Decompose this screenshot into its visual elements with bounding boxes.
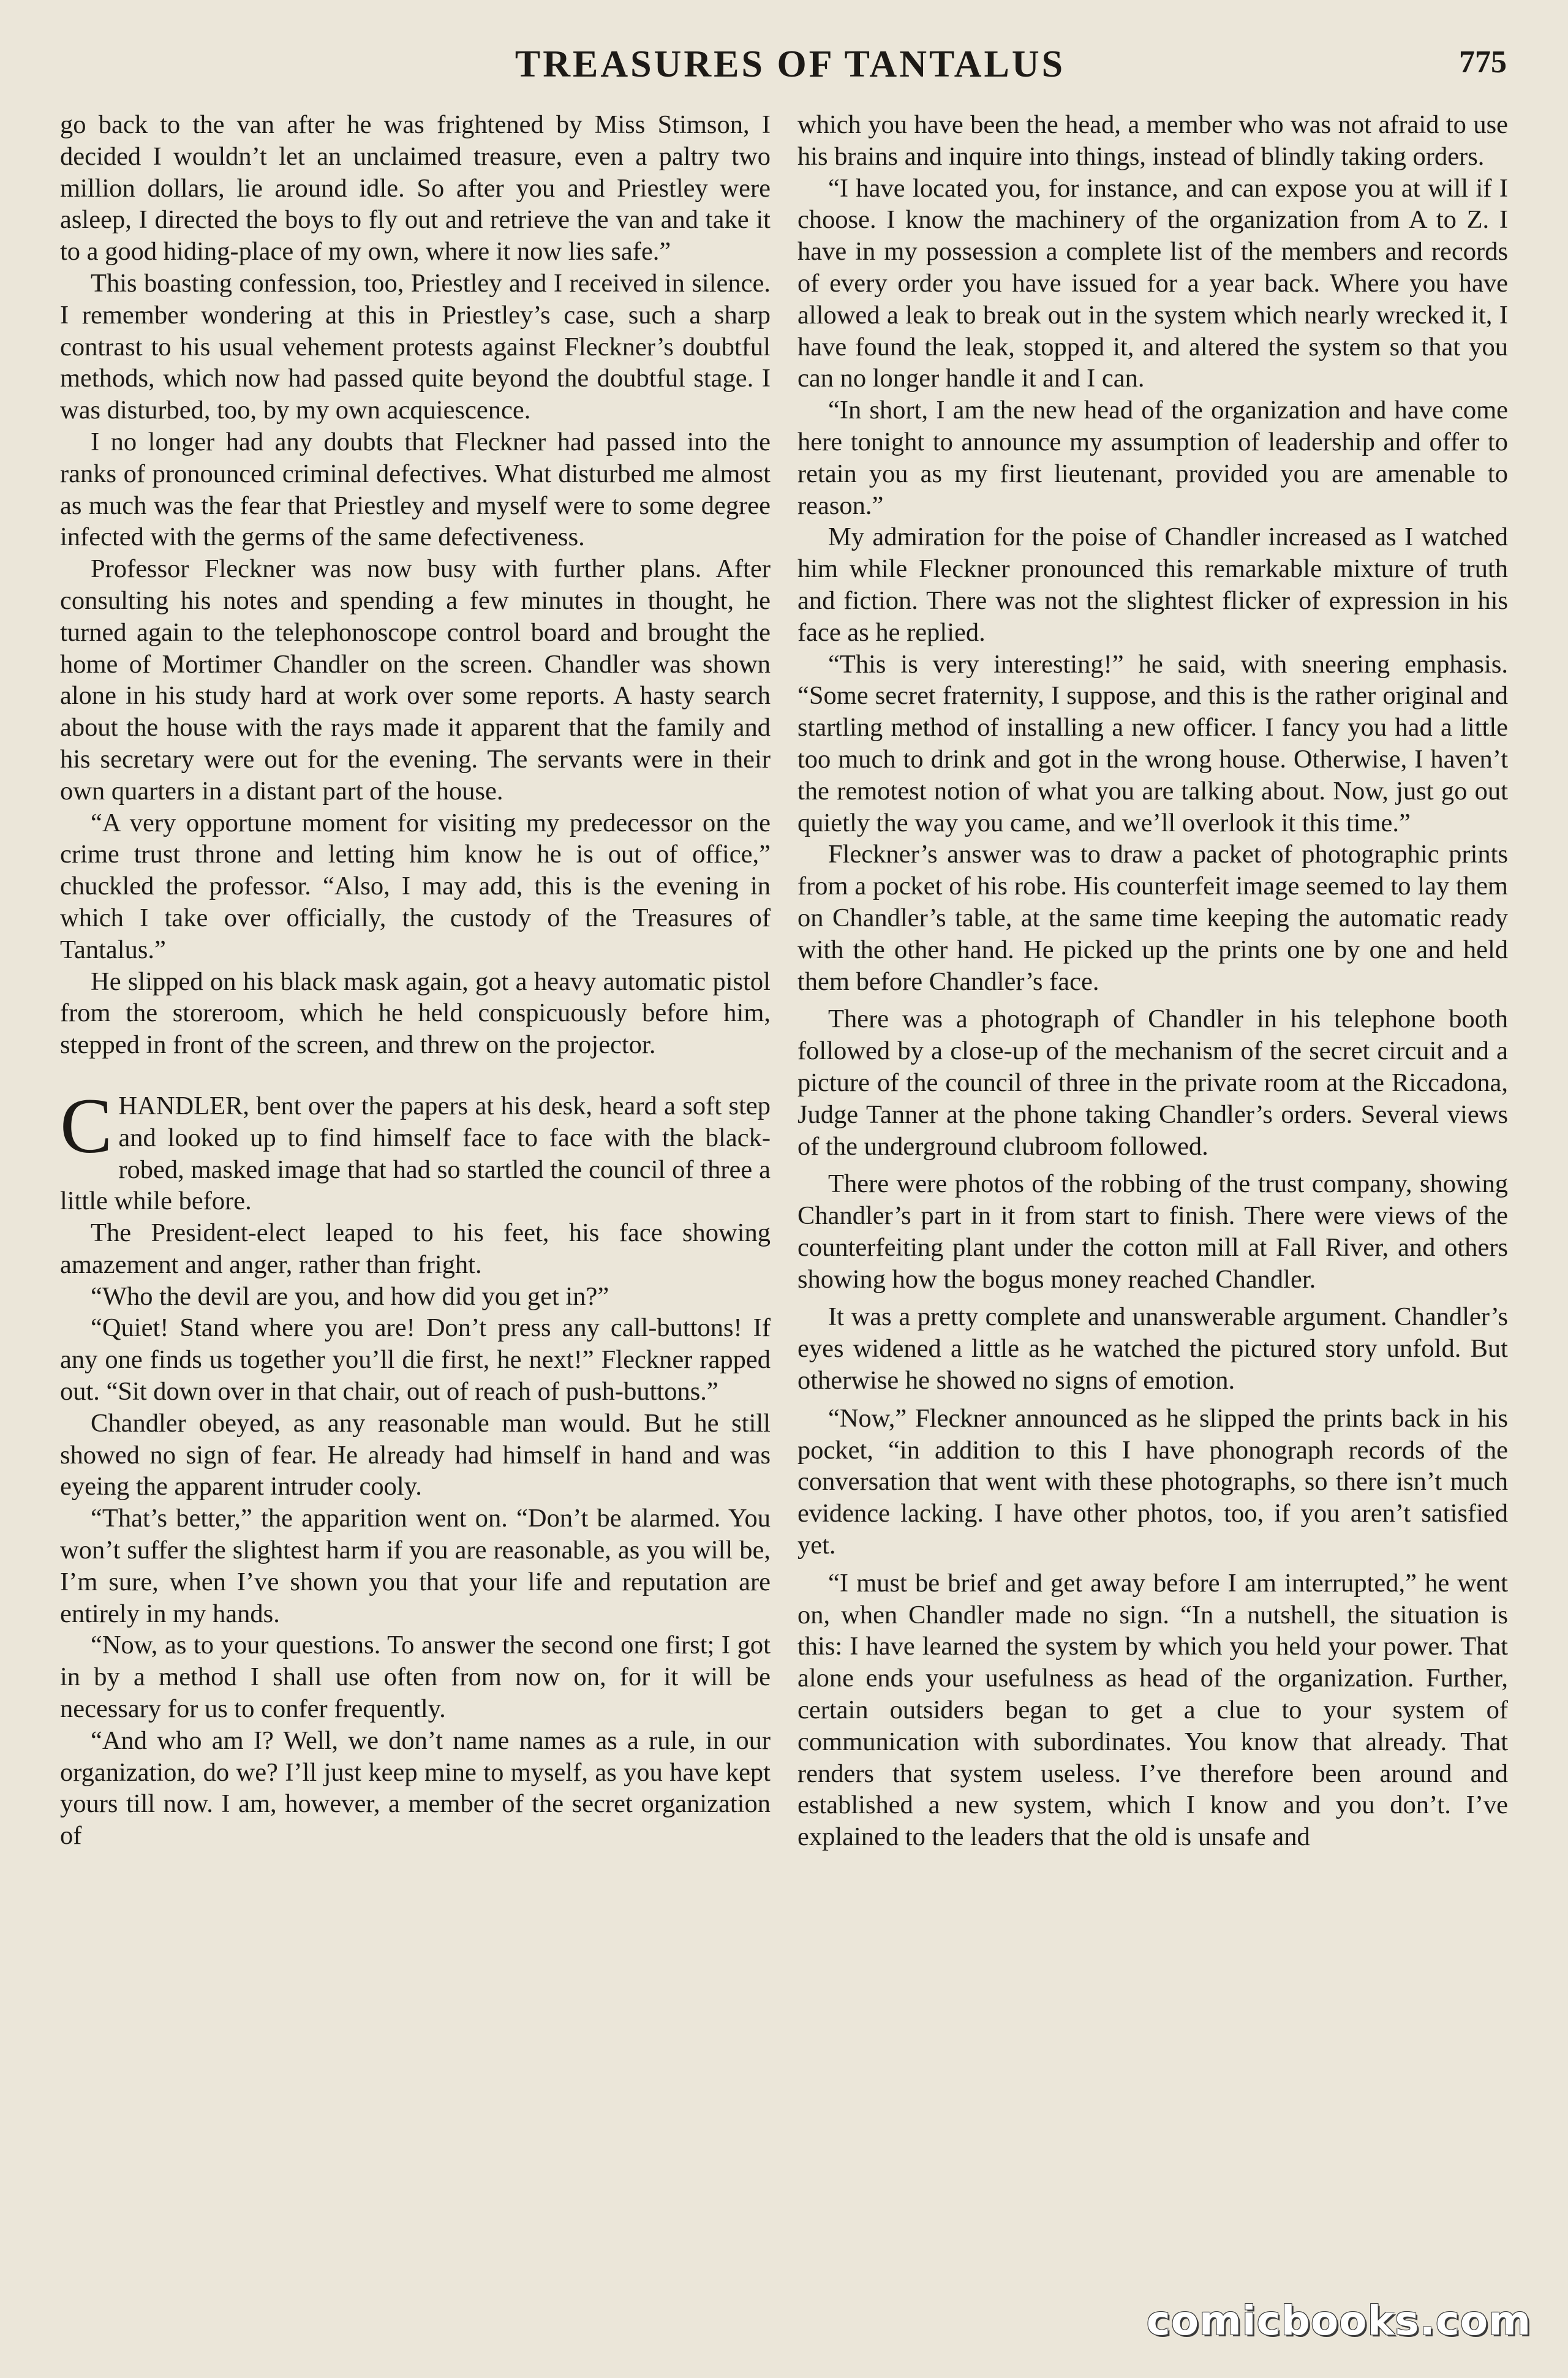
paragraph: “Quiet! Stand where you are! Don’t press any call-buttons! If any one finds us together you’ll die first, he next!” Fleckner rapped out. “Sit down over in that chair, out of reach of push-buttons.” [60,1313,771,1406]
page-number: 775 [1459,45,1507,80]
paragraph: There was a photograph of Chandler in his telephone booth followed by a close-up of the mechanism of the secret circuit and a picture of the council of three in the private room at the Riccadona, Judge Tanner at the phone taking Chandler’s orders. Several views of the underground clubroom followed. [797,1005,1508,1161]
paragraph: “In short, I am the new head of the organization and have come here tonight to announce my assumption of leadership and offer to retain you as my first lieutenant, provided you are amenable to reason.” [797,396,1508,520]
paragraph: “Now,” Fleckner announced as he slipped the prints back in his pocket, “in addition to this I have phonograph records of the conversation that went with these photographs, so there isn’t much evidence lacking. I have other photos, too, if you aren’t satisfied yet. [797,1403,1508,1560]
paragraph: He slipped on his black mask again, got a heavy automatic pistol from the storeroom, which he held conspicuously before him, stepped in front of the screen, and threw on the projector. [60,967,771,1060]
drop-cap: C [60,1082,113,1169]
paragraph: which you have been the head, a member who was not afraid to use his brains and inquire into things, instead of blindly taking orders. [797,110,1508,171]
running-head [55,43,1525,98]
paragraph: Chandler obeyed, as any reasonable man would. But he still showed no sign of fear. He already had himself in hand and was eyeing the apparent intruder cooly. [60,1408,771,1501]
paragraph: “This is very interesting!” he said, with sneering emphasis. “Some secret fraternity, I suppose, and this is the rather original and startling method of installing a new officer. I fancy you had a little too much to drink and got in the wrong house. Otherwise, I haven’t the remotest notion of what you are talking about. Now, just go out quietly the way you came, and we’ll overlook it this time.” [797,649,1508,837]
section-opening-paragraph [60,1082,771,1217]
watermark: comicbooks.com [1146,2297,1531,2344]
paragraph: Professor Fleckner was now busy with further plans. After consulting his notes and spending a few minutes in thought, he turned again to the telephonoscope control board and brought the home of Mortimer Chandler on the screen. Chandler was shown alone in his study hard at work over some reports. A hasty search about the house with the rays made it apparent that the family and his secretary were out for the evening. The servants were in their own quarters in a distant part of the house. [60,554,771,806]
paragraph: go back to the van after he was frightened by Miss Stimson, I decided I wouldn’t let an unclaimed treasure, even a paltry two million dollars, lie around idle. So after you and Priestley were asleep, I directed the boys to fly out and retrieve the van and take it to a good hiding-place of my own, where it now lies safe.” [60,110,771,266]
paragraph: The President-elect leaped to his feet, his face showing amazement and anger, rather than fright. [60,1218,771,1279]
paragraph-text: HANDLER, bent over the papers at his desk, heard a soft step and looked up to find himself face to face with the black-robed, masked image that had so startled the council of three a little while before. [60,1091,771,1216]
paragraph: This boasting confession, too, Priestley and I received in silence. I remember wondering at this in Priestley’s case, such a sharp contrast to his usual vehement protests against Fleckner’s doubtful methods, which now had passed quite beyond the doubtful stage. I was disturbed, too, by my own acquiescence. [60,268,771,425]
left-column [60,109,771,1852]
paragraph: “A very opportune moment for visiting my predecessor on the crime trust throne and letting him know he is out of office,” chuckled the professor. “Also, I may add, this is the evening in which I take over officially, the custody of the Treasures of Tantalus.” [60,808,771,964]
paragraph: It was a pretty complete and unanswerable argument. Chandler’s eyes widened a little as he watched the pictured story unfold. But otherwise he showed no signs of emotion. [797,1302,1508,1395]
paragraph: “Who the devil are you, and how did you get in?” [91,1281,609,1311]
paragraph: I no longer had any doubts that Fleckner had passed into the ranks of pronounced criminal defectives. What disturbed me almost as much was the fear that Priestley and myself were to some degree infected with the germs of the same defectiveness. [60,427,771,552]
running-title: TREASURES OF TANTALUS [514,43,1066,85]
paragraph: “That’s better,” the apparition went on. “Don’t be alarmed. You won’t suffer the slightest harm if you are reasonable, as you will be, I’m sure, when I’ve shown you that your life and reputation are entirely in my hands. [60,1504,771,1628]
paragraph: Fleckner’s answer was to draw a packet of photographic prints from a pocket of his robe. His counterfeit image seemed to lay them on Chandler’s table, at the same time keeping the automatic ready with the other hand. He picked up the prints one by one and held them before Chandler’s face. [797,840,1508,996]
paragraph: “I have located you, for instance, and can expose you at will if I choose. I know the machinery of the organization from A to Z. I have in my possession a complete list of the members and records of every order you have issued for a year back. Where you have allowed a leak to break out in the system which nearly wrecked it, I have found the leak, stopped it, and altered the system so that you can no longer handle it and I can. [797,173,1508,393]
paragraph: My admiration for the poise of Chandler increased as I watched him while Fleckner pronounced this remarkable mixture of truth and fiction. There was not the slightest flicker of expression in his face as he replied. [797,523,1508,647]
paragraph: “Now, as to your questions. To answer the second one first; I got in by a method I shall use often from now on, for it will be necessary for us to confer frequently. [60,1631,771,1724]
paragraph: “I must be brief and get away before I am interrupted,” he went on, when Chandler made no sign. “In a nutshell, the situation is this: I have learned the system by which you held your power. That alone ends your usefulness as head of the organization. Further, certain outsiders began to get a clue to your system of communication with subordinates. You know that already. That renders that system useless. I’ve therefore been around and established a new system, which I know and you don’t. I’ve explained to the leaders that the old is unsafe and [797,1568,1508,1852]
right-column [797,109,1508,1853]
paragraph: There were photos of the robbing of the trust company, showing Chandler’s part in it from start to finish. There were views of the counterfeiting plant under the cotton mill at Fall River, and others showing how the bogus money reached Chandler. [797,1169,1508,1294]
paragraph: “And who am I? Well, we don’t name names as a rule, in our organization, do we? I’ll just keep mine to myself, as you have kept yours till now. I am, however, a member of the secret organization of [60,1726,771,1851]
